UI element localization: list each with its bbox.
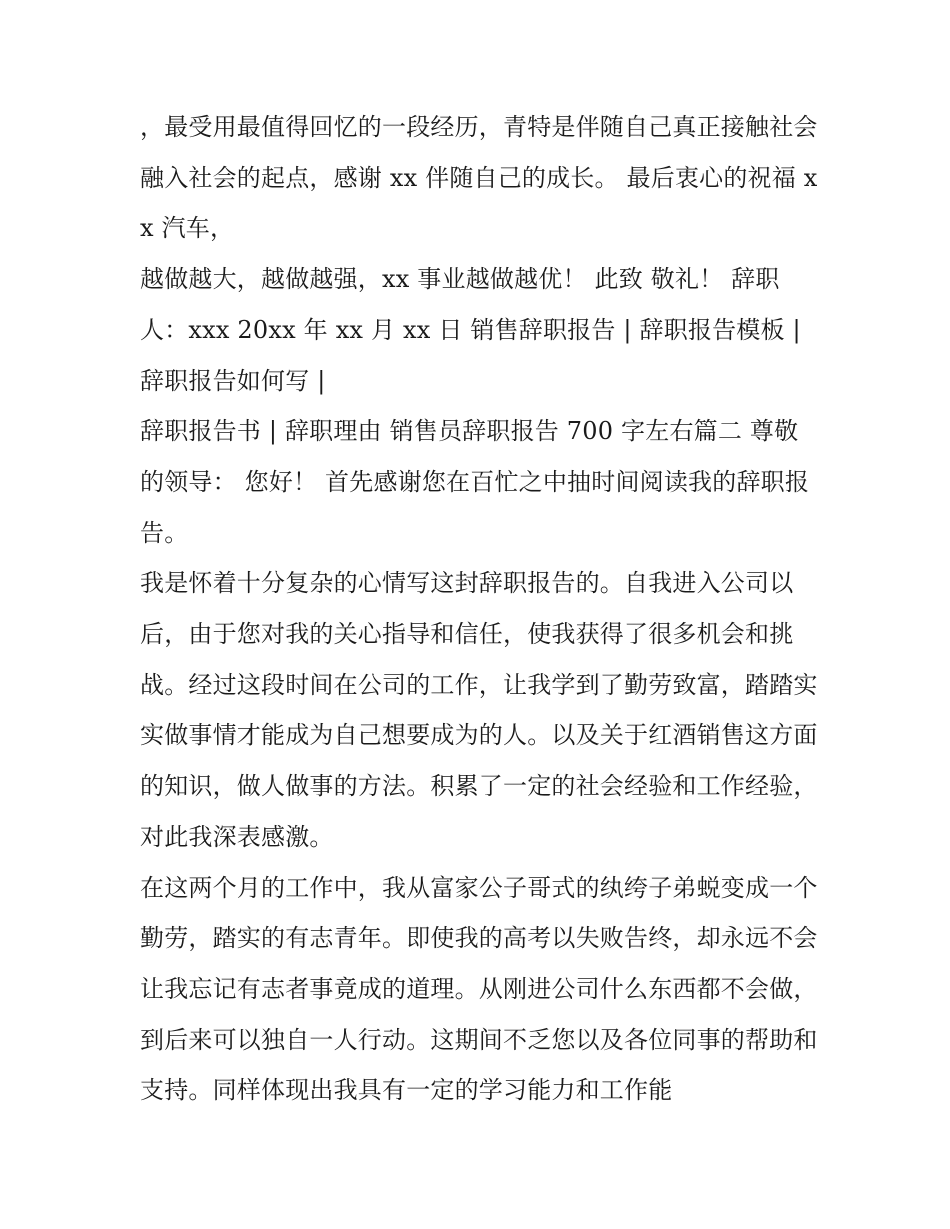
paragraph-growth: 在这两个月的工作中，我从富家公子哥式的纨绔子弟蜕变成一个勤劳，踏实的有志青年。即使我的高考以失败告终，却永远不会让我忘记有志者事竟成的道理。从刚进公司什么东西都不会做，到后来可以独自一人行动。这期间不乏您以及各位同事的帮助和支持。同样体现出我具有一定的学习能力和工作能 — [140, 873, 818, 1105]
paragraph-gratitude: 我是怀着十分复杂的心情写这封辞职报告的。自我进入公司以后，由于您对我的关心指导和信任，使我获得了很多机会和挑战。经过这段时间在公司的工作，让我学到了勤劳致富，踏踏实实做事情才能成为自己想要成为的人。以及关于红酒销售这方面的知识，做人做事的方法。积累了一定的社会经验和工作经验，对此我深表感激。 — [140, 569, 818, 851]
document-body — [140, 102, 820, 1116]
paragraph-closing-thanks: ，最受用最值得回忆的一段经历，青特是伴随自己真正接触社会融入社会的起点，感谢 xx 伴随自己的成长。 最后衷心的祝福 xx 汽车， — [140, 113, 818, 243]
paragraph-second-letter-intro: 辞职报告书 | 辞职理由 销售员辞职报告 700 字左右篇二 尊敬的领导： 您好！ 首先感谢您在百忙之中抽时间阅读我的辞职报告。 — [140, 417, 810, 547]
paragraph-signoff: 越做越大，越做越强，xx 事业越做越优！ 此致 敬礼！ 辞职人：xxx 20xx 年 xx 月 xx 日 销售辞职报告 | 辞职报告模板 | 辞职报告如何写 | — [140, 265, 809, 395]
